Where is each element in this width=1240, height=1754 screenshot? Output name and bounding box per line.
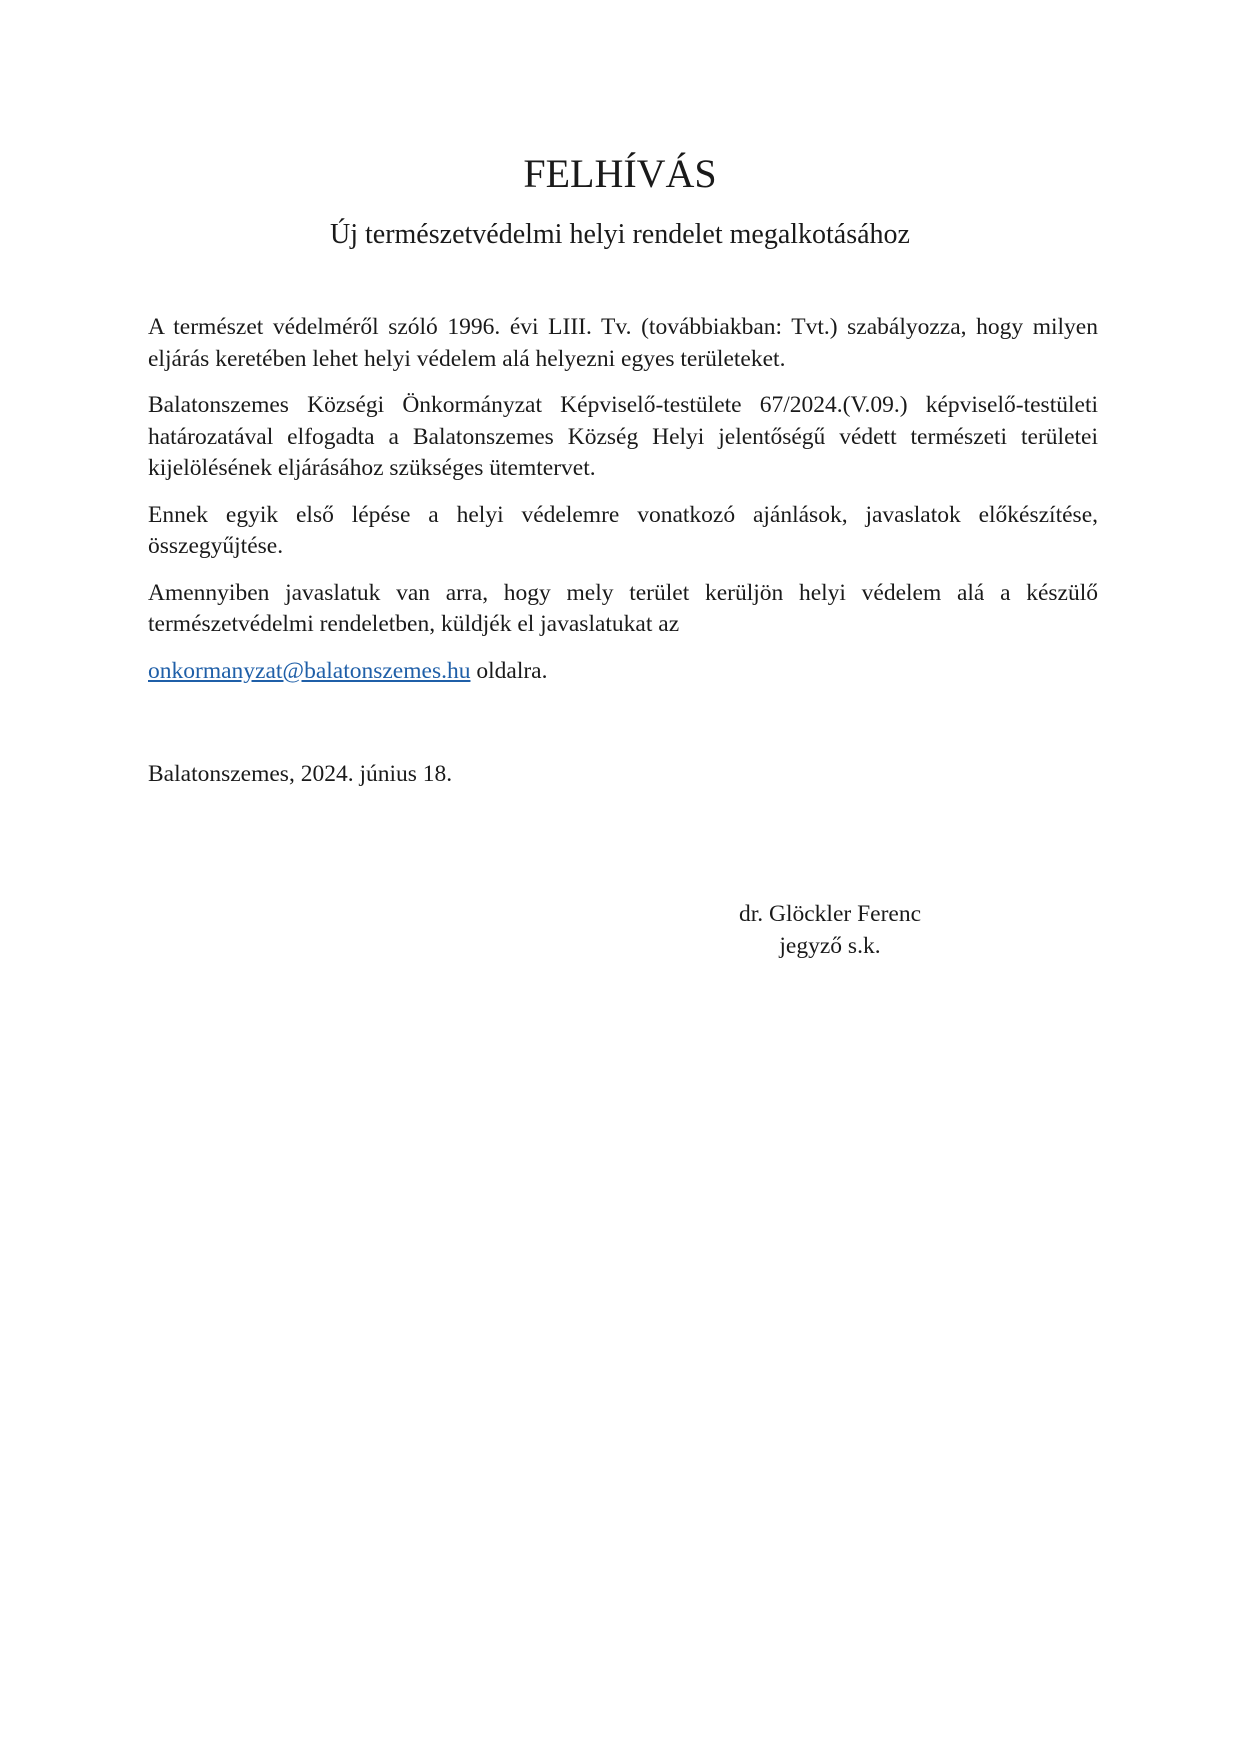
paragraph-legal-basis: A természet védelméről szóló 1996. évi LIII. Tv. (továbbiakban: Tvt.) szabályozza, hogy milyen eljárás keretében lehet helyi védelem alá helyezni egyes területeket. (148, 314, 1098, 372)
email-paragraph (148, 656, 1098, 688)
email-link[interactable]: onkormanyzat@balatonszemes.hu (148, 657, 471, 684)
document-subtitle: Új természetvédelmi helyi rendelet megalkotásához (330, 219, 910, 250)
paragraph-call-for-proposals: Amennyiben javaslatuk van arra, hogy mely terület kerüljön helyi védelem alá a készülő természetvédelmi rendeletben, küldjék el javaslatukat az (148, 579, 1098, 637)
date-line: Balatonszemes, 2024. június 18. (148, 761, 453, 787)
signature-name: dr. Glöckler Ferenc (738, 901, 922, 927)
signature-block (700, 899, 960, 962)
document-title: FELHÍVÁS (523, 151, 717, 196)
signature-role: jegyző s.k. (779, 932, 881, 959)
paragraph-first-step: Ennek egyik első lépése a helyi védelemre vonatkozó ajánlások, javaslatok előkészítése, összegyűjtése. (148, 501, 1098, 559)
paragraph-council-resolution: Balatonszemes Községi Önkormányzat Képviselő-testülete 67/2024.(V.09.) képviselő-testületi határozatával elfogadta a Balatonszemes Község Helyi jelentőségű védett természeti területei kijelölésének eljárásához szükséges ütemtervet. (148, 392, 1098, 481)
email-suffix: oldalra. (470, 657, 548, 684)
document-body (148, 312, 1098, 702)
